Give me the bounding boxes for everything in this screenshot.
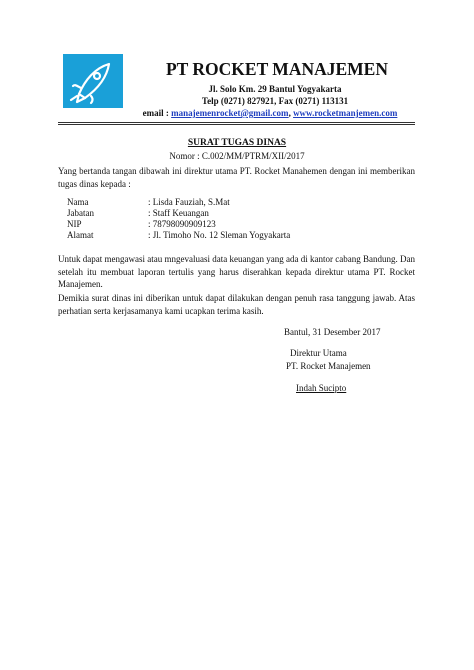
detail-label: Nama [67,197,89,207]
rocket-logo-icon [63,54,123,108]
website-link[interactable]: www.rocketmanjemen.com [293,108,398,118]
detail-value: : Staff Keuangan [148,208,209,218]
detail-label: NIP [67,219,82,229]
detail-value: : Lisda Fauziah, S.Mat [148,197,230,207]
letter-number: Nomor : C.002/MM/PTRM/XII/2017 [169,151,305,161]
detail-label: Alamat [67,230,94,240]
signer-company: PT. Rocket Manajemen [286,361,371,371]
company-address: Jl. Solo Km. 29 Bantul Yogyakarta [208,84,342,94]
detail-label: Jabatan [67,208,94,218]
place-date: Bantul, 31 Desember 2017 [284,327,381,337]
company-contact [120,108,420,118]
signer-name: Indah Sucipto [296,383,347,393]
letter-title: SURAT TUGAS DINAS [187,138,287,148]
company-phone: Telp (0271) 827921, Fax (0271) 113131 [201,96,349,106]
closing-paragraph: Demikia surat dinas ini diberikan untuk dapat dilakukan dengan penuh rasa tanggung jawab. Atas perhatian serta kerjasamanya kami ucapkan terima kasih. [58,293,415,316]
header-divider-top [58,122,415,123]
signer-role: Direktur Utama [290,348,347,358]
contact-separator: , [288,108,291,118]
email-label: email : [142,108,169,118]
detail-value: : Jl. Timoho No. 12 Sleman Yogyakarta [148,230,291,240]
header-divider-bottom [58,124,415,125]
detail-value: : 78798090909123 [148,219,216,229]
opening-paragraph: Yang bertanda tangan dibawah ini direktur utama PT. Rocket Manahemen dengan ini memberikan tugas dinas kepada : [58,166,415,189]
purpose-paragraph: Untuk dapat mengawasi atau mngevaluasi data keuangan yang ada di kantor cabang Bandung. Dan setelah itu membuat laporan tertulis yang harus diserahkan kepada direktur utama PT. Rocket Manajemen. [58,254,415,289]
company-name: PT ROCKET MANAJEMEN [165,59,388,79]
email-link[interactable]: manajemenrocket@gmail.com [171,108,289,118]
